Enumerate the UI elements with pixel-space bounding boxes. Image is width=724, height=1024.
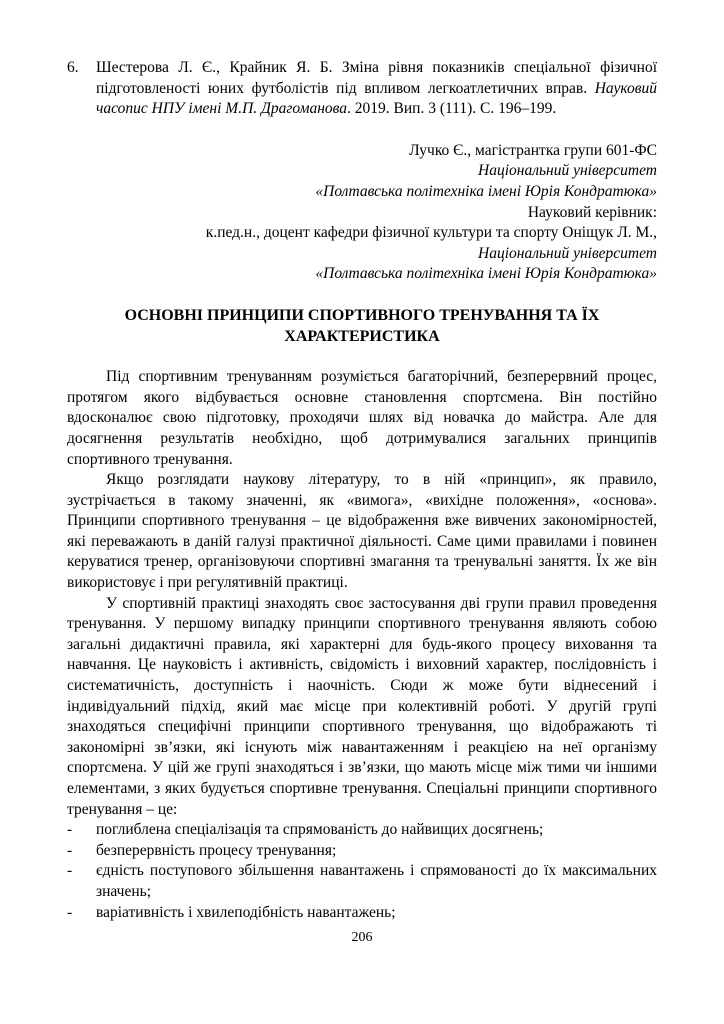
paragraph: У спортивній практиці знаходять своє застосування дві групи правил проведення тренування. У першому випадку принципи спортивного тренування являють собою загальні дидактичні правила, які характерні для будь-якого процесу виховання та навчання. Це науковість і активність, свідомість і виховний характер, послідовність і систематичність, доступність і наочність. Сюди ж може бути віднесений і індивідуальний підхід, який має місце при колективній роботі. У другій групі знаходяться специфічні принципи спортивного тренування, що відображають ті закономірні зв’язки, які існують між навантаженням і реакцією на неї організму спортсмена. У цій же групі знаходяться і зв’язки, що мають місце між тими чи іншими елементами, з яких будується спортивне тренування. Спеціальні принципи спортивного тренування – це: [67,594,657,818]
supervisor-university-line: Національний університет [478,244,657,262]
reference-number: 6. [67,59,79,76]
list-dash-marker: - [67,841,73,859]
reference-item [67,58,657,120]
list-item [67,903,657,924]
list-dash-marker: - [67,903,73,921]
author-university-line: Національний університет [478,162,657,180]
list-item-text: єдність поступового збільшення навантажень і спрямованості до їх максимальних значень; [96,862,657,900]
reference-text: Шестерова Л. Є., Крайник Я. Б. Зміна рівня показників спеціальної фізичної підготовленості юних футболістів під впливом легкоатлетичних вправ. [96,59,657,97]
page-number: 206 [351,930,373,946]
supervisor-name-line: к.пед.н., доцент кафедри фізичної культури та спорту Оніщук Л. М., [205,224,657,242]
author-name-line: Лучко Є., магістрантка групи 601-ФС [409,141,657,159]
list-item-text: безперервність процесу тренування; [96,841,337,859]
reference-citation-details: . 2019. Вип. 3 (111). С. 196–199. [347,100,557,118]
list-dash-marker: - [67,862,73,880]
list-item [67,861,657,902]
author-block [67,141,657,285]
paragraph: Під спортивним тренуванням розуміється багаторічний, безперервний процес, протягом якого відбувається основне становлення спортсмена. Він постійно вдосконалює свою підготовку, проходячи шлях від новачка до майстра. Але для досягнення результатів необхідно, щоб дотримувалися загальних принципів спортивного тренування. [67,368,657,468]
article-title: ОСНОВНІ ПРИНЦИПИ СПОРТИВНОГО ТРЕНУВАННЯ ТА ЇХ ХАРАКТЕРИСТИКА [124,306,600,345]
list-item [67,820,657,841]
list-dash-marker: - [67,821,73,839]
supervisor-label-line: Науковий керівник: [527,203,657,221]
list-item-text: варіативність і хвилеподібність навантажень; [96,903,396,921]
list-item [67,841,657,862]
article-body [67,367,657,923]
list-item-text: поглиблена спеціалізація та спрямованість до найвищих досягнень; [96,821,544,839]
author-university-name-line: «Полтавська політехніка імені Юрія Кондратюка» [315,182,657,200]
paragraph: Якщо розглядати наукову літературу, то в ній «принцип», як правило, зустрічається в такому значенні, як «вимога», «вихідне положення», «основа». Принципи спортивного тренування – це відображення вже вивчених закономірностей, які переважають в даній галузі практичної діяльності. Саме цими правилами і повинен керуватися тренер, організовуючи спортивні змагання та тренувальні заняття. Їх же він використовує і при регулятивній практиці. [67,471,657,592]
supervisor-university-name-line: «Полтавська політехніка імені Юрія Кондратюка» [315,265,657,283]
reference-journal-title: Науковий часопис НПУ імені М.П. Драгоманова [96,79,657,118]
